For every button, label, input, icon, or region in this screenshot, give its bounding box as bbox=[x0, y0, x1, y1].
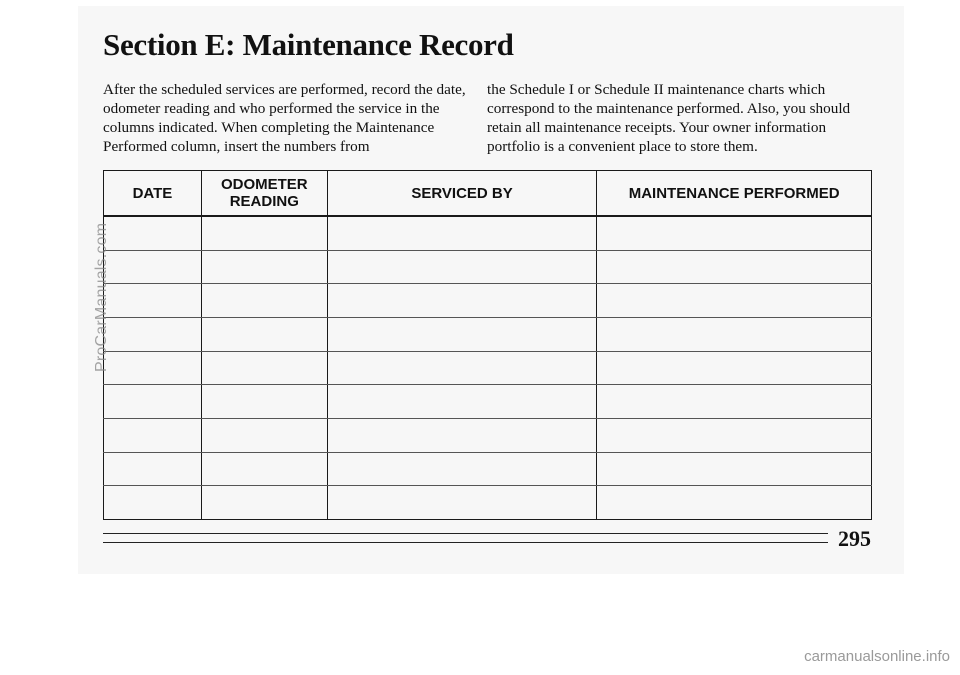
table-cell bbox=[104, 486, 202, 520]
table-cell bbox=[104, 216, 202, 250]
table-cell bbox=[597, 385, 872, 419]
table-row bbox=[104, 216, 872, 250]
table-cell bbox=[201, 452, 327, 486]
table-cell bbox=[104, 452, 202, 486]
table-cell bbox=[201, 250, 327, 284]
table-cell bbox=[597, 317, 872, 351]
table-cell bbox=[104, 284, 202, 318]
table-cell bbox=[104, 250, 202, 284]
table-cell bbox=[327, 351, 597, 385]
table-cell bbox=[327, 486, 597, 520]
table-cell bbox=[201, 216, 327, 250]
footer-rule-bottom bbox=[103, 542, 828, 543]
table-body bbox=[104, 216, 872, 520]
header-date: DATE bbox=[104, 171, 202, 217]
section-title: Section E: Maintenance Record bbox=[103, 27, 514, 62]
table-row bbox=[104, 284, 872, 318]
table-cell bbox=[201, 385, 327, 419]
table-row bbox=[104, 317, 872, 351]
table-cell bbox=[597, 351, 872, 385]
table-cell bbox=[327, 317, 597, 351]
table-row bbox=[104, 250, 872, 284]
table-row bbox=[104, 452, 872, 486]
table-row bbox=[104, 486, 872, 520]
maintenance-record-table bbox=[103, 170, 872, 520]
table-cell bbox=[201, 351, 327, 385]
table-cell bbox=[327, 418, 597, 452]
header-odometer-reading bbox=[201, 171, 327, 217]
intro-paragraph-left: After the scheduled services are performed, record the date, odometer reading and who performed the service in the columns indicated. When completing the Maintenance Performed column, insert the numbers from bbox=[103, 81, 466, 155]
table-header-row bbox=[104, 171, 872, 217]
page-number: 295 bbox=[838, 526, 871, 551]
table-cell bbox=[201, 284, 327, 318]
table-cell bbox=[104, 317, 202, 351]
table-cell bbox=[104, 351, 202, 385]
table-cell bbox=[597, 452, 872, 486]
table-cell bbox=[327, 284, 597, 318]
table-cell bbox=[597, 216, 872, 250]
table-cell bbox=[597, 284, 872, 318]
table-cell bbox=[104, 385, 202, 419]
table-cell bbox=[201, 418, 327, 452]
table-cell bbox=[327, 452, 597, 486]
table-cell bbox=[104, 418, 202, 452]
table-row bbox=[104, 385, 872, 419]
table-cell bbox=[327, 385, 597, 419]
table-cell bbox=[201, 486, 327, 520]
table-cell bbox=[597, 486, 872, 520]
footer-rule-top bbox=[103, 533, 828, 534]
table-cell bbox=[201, 317, 327, 351]
intro-paragraph-right: the Schedule I or Schedule II maintenance charts which correspond to the maintenance performed. Also, you should retain all maintenance receipts. Your owner information portfolio is a convenient place to store them. bbox=[487, 81, 851, 155]
table-cell bbox=[327, 250, 597, 284]
table-row bbox=[104, 418, 872, 452]
header-odometer-line2: READING bbox=[229, 193, 299, 210]
watermark-text: ProCarManuals.com bbox=[93, 222, 110, 372]
table-cell bbox=[597, 418, 872, 452]
header-serviced-by: SERVICED BY bbox=[327, 171, 597, 217]
header-odometer-line1: ODOMETER bbox=[220, 176, 308, 193]
table-cell bbox=[597, 250, 872, 284]
table-cell bbox=[327, 216, 597, 250]
table-row bbox=[104, 351, 872, 385]
footer-site-text: carmanualsonline.info bbox=[804, 648, 950, 665]
header-maintenance-performed: MAINTENANCE PERFORMED bbox=[597, 171, 872, 217]
